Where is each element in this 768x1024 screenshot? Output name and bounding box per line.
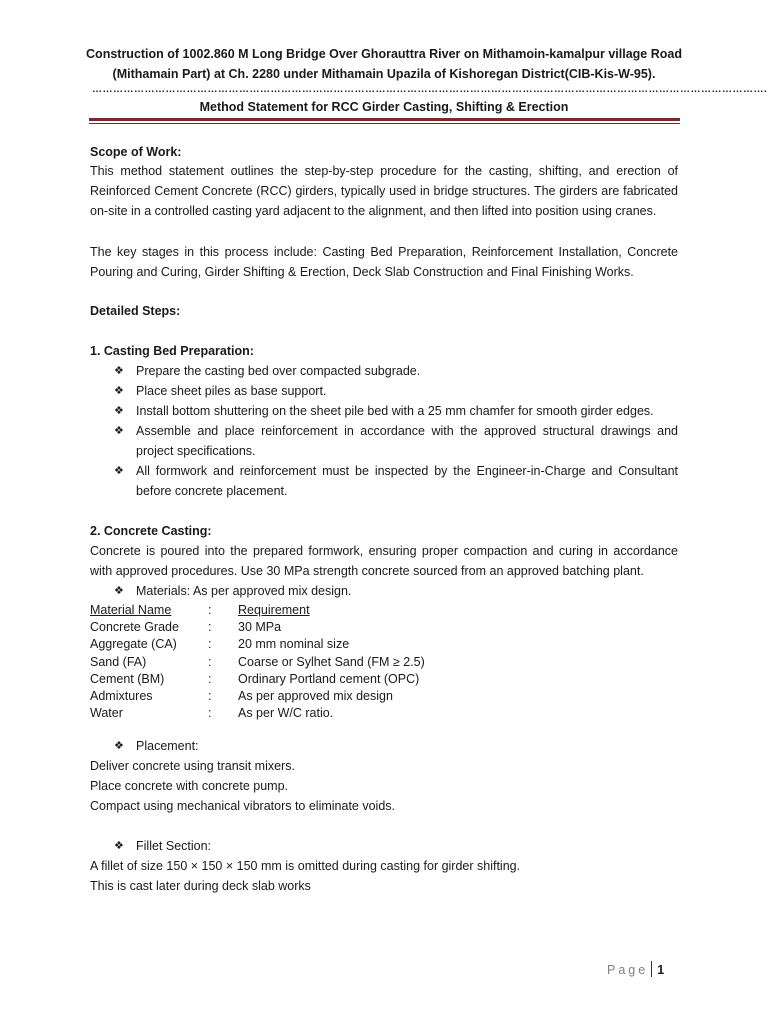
table-cell: As per approved mix design — [238, 689, 393, 703]
document-title — [60, 44, 708, 84]
column-header: Requirement — [238, 603, 310, 617]
bullet-diamond-icon: ❖ — [114, 739, 124, 752]
bullet-diamond-icon: ❖ — [114, 364, 124, 377]
fillet-bullet — [114, 836, 678, 856]
header-rule-thin — [89, 123, 680, 124]
title-line-1: Construction of 1002.860 M Long Bridge Over Ghorauttra River on Mithamoin-kamalpur village Road — [86, 47, 682, 61]
scope-paragraph: This method statement outlines the step-by-step procedure for the casting, shifting, and erection of Reinforced Cement Concrete (RCC) girders, typically used in bridge structures. The girders are fabricated on-site in a controlled casting yard adjacent to the alignment, and then lifted into position using cranes. — [90, 164, 678, 218]
section2-heading: 2. Concrete Casting: — [90, 524, 212, 538]
table-cell: : — [208, 672, 212, 686]
bullet-text: Install bottom shuttering on the sheet pile bed with a 25 mm chamfer for smooth girder edges. — [136, 404, 654, 418]
table-cell: As per W/C ratio. — [238, 706, 334, 720]
placement-bullet — [114, 736, 678, 756]
bullet-diamond-icon: ❖ — [114, 424, 124, 437]
page-footer — [607, 960, 664, 980]
page-number: 1 — [657, 963, 665, 977]
bullet-text: Assemble and place reinforcement in accordance with the approved structural drawings and project specifications. — [136, 424, 678, 458]
placement-line: Place concrete with concrete pump. — [90, 779, 289, 793]
section1-heading: 1. Casting Bed Preparation: — [90, 344, 254, 358]
bullet-diamond-icon: ❖ — [114, 384, 124, 397]
bullet-text: All formwork and reinforcement must be inspected by the Engineer-in-Charge and Consultant before concrete placement. — [136, 464, 678, 498]
list-item — [114, 401, 678, 421]
bullet-text: Placement: — [136, 739, 199, 753]
table-cell: : — [208, 620, 212, 634]
dotted-separator: …………………………………………………………………………………………………………………………………………………………………………. — [92, 84, 768, 95]
page-label: Page — [607, 963, 649, 977]
table-cell: Ordinary Portland cement (OPC) — [238, 672, 420, 686]
table-cell: : — [208, 706, 212, 720]
detailed-steps-heading: Detailed Steps: — [90, 304, 181, 318]
bullet-text: Place sheet piles as base support. — [136, 384, 327, 398]
table-cell: Sand (FA) — [90, 655, 147, 669]
concrete-casting-paragraph: Concrete is poured into the prepared formwork, ensuring proper compaction and curing in accordance with approved procedures. Use 30 MPa strength concrete sourced from an approved batching plant. — [90, 544, 678, 578]
column-separator: : — [208, 603, 212, 617]
materials-bullet — [114, 581, 678, 601]
list-item — [114, 461, 678, 501]
document-subtitle: Method Statement for RCC Girder Casting, Shifting & Erection — [199, 100, 569, 114]
bullet-diamond-icon: ❖ — [114, 839, 124, 852]
table-cell: Cement (BM) — [90, 672, 165, 686]
bullet-diamond-icon: ❖ — [114, 404, 124, 417]
list-item — [114, 381, 678, 401]
key-stages-paragraph: The key stages in this process include: Casting Bed Preparation, Reinforcement Installation, Concrete Pouring and Curing, Girder Shifting & Erection, Deck Slab Construction and Final Finishing Works. — [90, 245, 678, 279]
table-cell: Concrete Grade — [90, 620, 179, 634]
placement-line: Deliver concrete using transit mixers. — [90, 759, 295, 773]
table-cell: Aggregate (CA) — [90, 637, 177, 651]
table-cell: : — [208, 637, 212, 651]
bullet-text: Prepare the casting bed over compacted subgrade. — [136, 364, 421, 378]
table-cell: 30 MPa — [238, 620, 282, 634]
header-rule-thick — [89, 118, 680, 121]
table-cell: Admixtures — [90, 689, 153, 703]
bullet-text: Fillet Section: — [136, 839, 212, 853]
list-item — [114, 421, 678, 461]
table-cell: Water — [90, 706, 123, 720]
scope-heading: Scope of Work: — [90, 145, 182, 159]
bullet-diamond-icon: ❖ — [114, 584, 124, 597]
title-line-2: (Mithamain Part) at Ch. 2280 under Mithamain Upazila of Kishoregan District(CIB-Kis-W-95). — [112, 67, 656, 81]
bullet-diamond-icon: ❖ — [114, 464, 124, 477]
fillet-line: A fillet of size 150 × 150 × 150 mm is omitted during casting for girder shifting. — [90, 859, 521, 873]
table-cell: Coarse or Sylhet Sand (FM ≥ 2.5) — [238, 655, 425, 669]
fillet-line: This is cast later during deck slab works — [90, 879, 311, 893]
footer-divider — [651, 961, 652, 977]
table-cell: : — [208, 655, 212, 669]
bullet-text: Materials: As per approved mix design. — [136, 584, 352, 598]
column-header: Material Name — [90, 603, 172, 617]
placement-line: Compact using mechanical vibrators to eliminate voids. — [90, 799, 395, 813]
list-item — [114, 361, 678, 381]
table-cell: 20 mm nominal size — [238, 637, 350, 651]
table-cell: : — [208, 689, 212, 703]
